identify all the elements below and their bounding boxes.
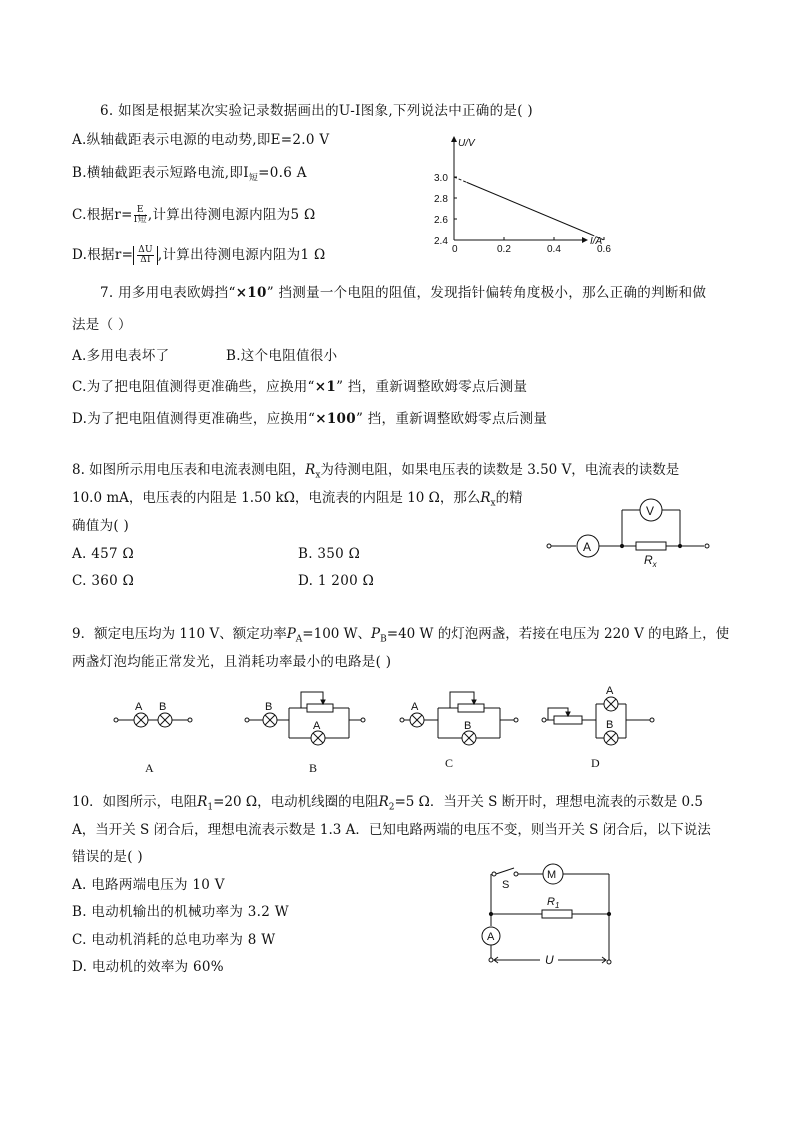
q8-stem: 8. 如图所示用电压表和电流表测电阻，$R_x$为待测电阻，如果电压表的读数是 3.50 V，电流表的读数是 [72, 462, 680, 481]
q9b-rheostat [307, 704, 333, 712]
q10-option-d: D. 电动机的效率为 60% [72, 959, 224, 975]
chart-y-tick-label: 2.8 [434, 194, 448, 205]
q9d-lamp-b [604, 731, 618, 745]
q6-d-fraction: $\frac{\Delta U}{\Delta I}$ [138, 245, 153, 265]
q9c-lamp-b [462, 731, 476, 745]
svg-text:B: B [265, 701, 273, 713]
q9-caption-d: D [591, 756, 600, 770]
q9-caption-a: A [145, 761, 154, 775]
svg-text:A: A [606, 685, 614, 697]
chart-x-label: I/A [590, 236, 603, 247]
chart-y-tick-label: 2.4 [434, 236, 448, 247]
q9-circuit-b [243, 686, 368, 746]
q6-stem: 6. 如图是根据某次实验记录数据画出的U-I图象,下列说法中正确的是( ) [100, 103, 533, 119]
q7-stem: 7. 用多用电表欧姆挡“×10” 挡测量一个电阻的阻值，发现指针偏转角度极小，那么正确的判断和做 [100, 285, 707, 301]
chart-y-label: U/V [458, 138, 475, 149]
chart-origin-label: 0 [452, 244, 458, 255]
chart-y-tick-label: 2.6 [434, 215, 448, 226]
q10-stem-3: 错误的是( ) [72, 849, 143, 865]
q8-resistor-rx [636, 542, 666, 550]
svg-text:A: A [411, 701, 419, 713]
q7-option-d: D.为了把电阻值测得更准确些，应换用“×100” 挡，重新调整欧姆零点后测量 [72, 411, 548, 427]
q9d-rheostat [554, 716, 582, 724]
q10-voltage-label: U [545, 953, 554, 967]
q10-option-c: C. 电动机消耗的总电功率为 8 W [72, 932, 276, 948]
q10-option-b: B. 电动机输出的机械功率为 3.2 W [72, 904, 289, 920]
svg-text:B: B [159, 701, 167, 713]
q9a-lamp-b [158, 713, 172, 727]
q8-terminal-right [705, 544, 709, 548]
q8-option-c: C. 360 Ω [72, 573, 135, 589]
svg-text:B: B [464, 720, 472, 732]
q9-stem: 9．额定电压均为 110 V、额定功率$P_A=100$ W、$P_B=40$ W 的灯泡两盏，若接在电压为 220 V 的电路上，使 [72, 626, 730, 645]
chart-y-axis-arrow [451, 136, 457, 142]
q9c-rheostat [458, 704, 484, 712]
q7-option-b: B.这个电阻值很小 [226, 348, 338, 364]
q9-circuit-c [398, 686, 523, 746]
chart-series-extrapolated-left [454, 177, 467, 182]
q9-caption-b: B [309, 761, 318, 775]
svg-text:R1 [547, 896, 559, 910]
q8-stem-3: 确值为( ) [72, 518, 130, 534]
q6-option-d: D.根据r= $\frac{\Delta U}{\Delta I}$ ,计算出待测电源内阻为1 Ω [72, 245, 326, 265]
svg-text:Rx [644, 553, 658, 569]
chart-x-tick-label: 0.4 [547, 244, 561, 255]
q9b-lamp-b [263, 713, 277, 727]
q8-option-b: B. 350 Ω [298, 546, 361, 562]
q10-r1-sub: 1 [554, 901, 560, 910]
q6-option-c: C.根据r= $\frac{E}{\text{I短}}$ ,计算出待测电源内阻为5 Ω [72, 205, 316, 225]
q10-motor-label: M [547, 869, 557, 881]
q6-option-b: B.横轴截距表示短路电流,即$I_短=0.6$ A [72, 165, 307, 184]
q7-stem-2: 法是（ ） [72, 317, 132, 333]
q8-option-a: A. 457 Ω [72, 546, 134, 562]
q8-option-d: D. 1 200 Ω [298, 573, 375, 589]
chart-x-tick-label: 0.6 [597, 244, 611, 255]
svg-text:B: B [606, 719, 614, 731]
q10-ammeter-label: A [487, 931, 495, 943]
q8-voltmeter-label: V [646, 504, 655, 518]
q10-r1-label: R [547, 896, 555, 908]
chart-x-axis-arrow [582, 237, 588, 243]
q6-c-fraction: $\frac{E}{\text{I短}}$ [133, 205, 147, 225]
svg-text:A: A [135, 701, 143, 713]
q9-caption-c: C [445, 756, 454, 770]
q9a-lamp-a [134, 713, 148, 727]
q9-circuit-a [112, 700, 197, 740]
q8-rx-sub: x [652, 560, 657, 569]
chart-y-tick-label: 3.0 [434, 173, 448, 184]
q7-option-a: A.多用电表坏了 [72, 348, 170, 364]
q8-circuit-diagram [544, 496, 714, 571]
q10-switch [496, 868, 514, 874]
q10-circuit-diagram [476, 858, 621, 970]
svg-text:A: A [313, 720, 321, 732]
chart-x-tick-label: 0.2 [497, 244, 511, 255]
q9d-lamp-a [604, 697, 618, 711]
q8-ammeter-label: A [583, 540, 592, 554]
q10-option-a: A. 电路两端电压为 10 V [72, 877, 225, 893]
q8-terminal-left [547, 544, 551, 548]
q9-circuit-d [540, 686, 660, 746]
q8-stem-2: 10.0 mA，电压表的内阻是 1.50 kΩ，电流表的内阻是 10 Ω，那么$R_x$的精 [72, 490, 523, 509]
q6-option-a: A.纵轴截距表示电源的电动势,即E=2.0 V [72, 132, 330, 148]
q10-stem-2: A，当开关 S 闭合后，理想电流表示数是 1.3 A．已知电路两端的电压不变，则当开关 S 闭合后，以下说法 [72, 822, 711, 838]
q8-rx-label: R [644, 553, 653, 567]
q10-switch-label: S [502, 879, 510, 891]
q10-resistor-r1 [542, 910, 572, 918]
chart-series-solid [467, 182, 592, 235]
q10-stem: 10．如图所示，电阻$R_1=20$ Ω，电动机线圈的电阻$R_2=5$ Ω．当开关 S 断开时，理想电流表的示数是 0.5 [72, 794, 703, 813]
q9-stem-2: 两盏灯泡均能正常发光，且消耗功率最小的电路是( ) [72, 654, 392, 670]
q9b-lamp-a [311, 731, 325, 745]
ui-chart [420, 134, 611, 255]
q7-option-c: C.为了把电阻值测得更准确些，应换用“×1” 挡，重新调整欧姆零点后测量 [72, 379, 528, 395]
q9c-lamp-a [410, 713, 424, 727]
